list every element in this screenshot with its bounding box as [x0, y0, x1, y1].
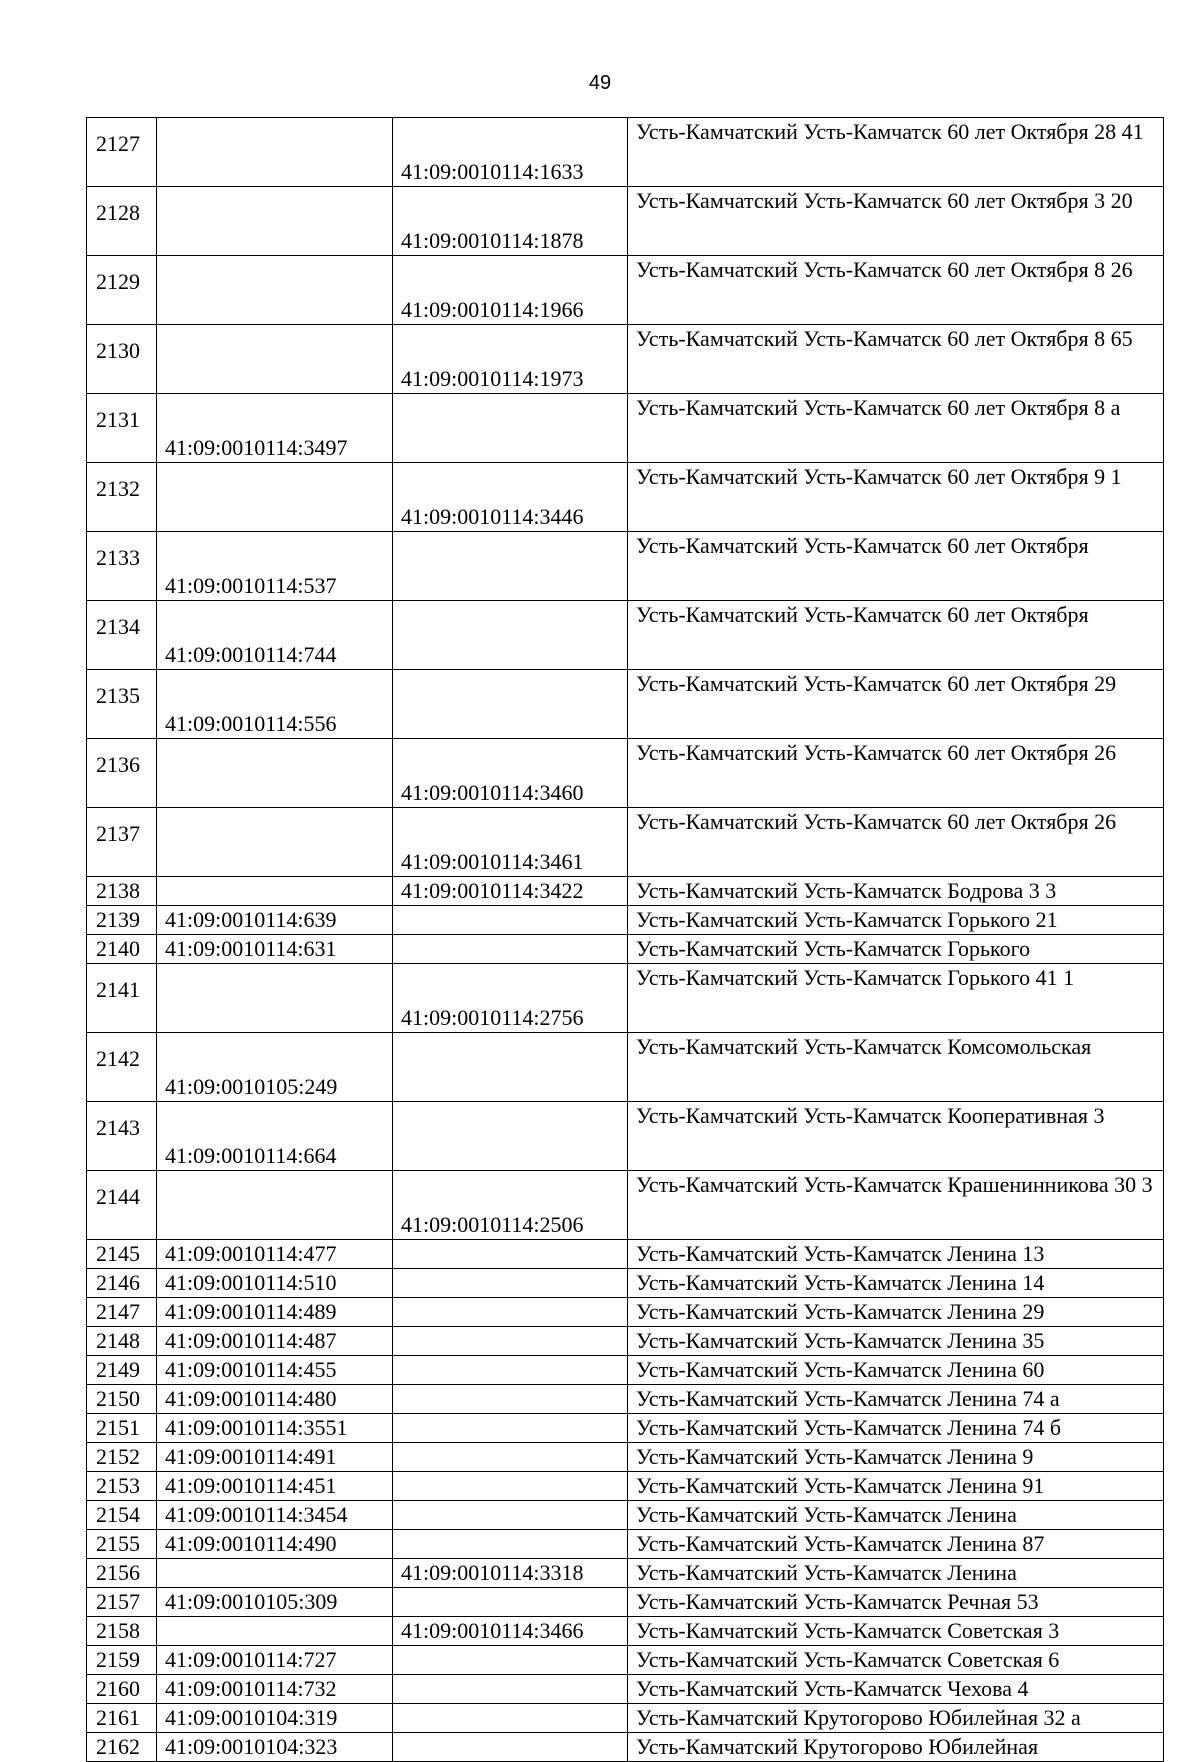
cadastral-number-cell: 41:09:0010114:3551 [157, 1414, 393, 1443]
row-number-cell: 2158 [87, 1617, 157, 1646]
cadastral-number-alt-cell [393, 1356, 628, 1385]
cadastral-number-alt-cell: 41:09:0010114:3460 [393, 739, 628, 808]
cadastral-number-alt-cell [393, 1443, 628, 1472]
cadastral-number-alt-cell [393, 1588, 628, 1617]
cadastral-number-cell: 41:09:0010114:631 [157, 935, 393, 964]
cadastral-number-alt-cell: 41:09:0010114:1973 [393, 325, 628, 394]
cadastral-number-cell: 41:09:0010114:455 [157, 1356, 393, 1385]
row-number-cell: 2153 [87, 1472, 157, 1501]
table-row [87, 670, 1164, 739]
row-number-cell: 2152 [87, 1443, 157, 1472]
cadastral-number-alt-cell [393, 670, 628, 739]
cadastral-number-cell [157, 463, 393, 532]
row-number-cell: 2146 [87, 1269, 157, 1298]
table-row [87, 187, 1164, 256]
cadastral-number-alt-cell [393, 935, 628, 964]
row-number-cell: 2130 [87, 325, 157, 394]
address-cell: Усть-Камчатский Усть-Камчатск Советская 6 [628, 1646, 1164, 1675]
cadastral-number-alt-cell [393, 1704, 628, 1733]
table-row [87, 1298, 1164, 1327]
table-row [87, 256, 1164, 325]
row-number-cell: 2136 [87, 739, 157, 808]
table-row [87, 1171, 1164, 1240]
cadastral-number-alt-cell: 41:09:0010114:1966 [393, 256, 628, 325]
table-row [87, 1269, 1164, 1298]
cadastral-number-cell: 41:09:0010114:510 [157, 1269, 393, 1298]
cadastral-number-cell: 41:09:0010114:639 [157, 906, 393, 935]
address-cell: Усть-Камчатский Усть-Камчатск 60 лет Октября 29 [628, 670, 1164, 739]
table-row [87, 1588, 1164, 1617]
row-number-cell: 2143 [87, 1102, 157, 1171]
row-number-cell: 2162 [87, 1733, 157, 1762]
table-row [87, 877, 1164, 906]
table-row [87, 1443, 1164, 1472]
cadastral-number-alt-cell [393, 1414, 628, 1443]
address-cell: Усть-Камчатский Усть-Камчатск 60 лет Октября 8 а [628, 394, 1164, 463]
table-row [87, 1501, 1164, 1530]
cadastral-number-alt-cell [393, 1298, 628, 1327]
cadastral-number-cell [157, 808, 393, 877]
cadastral-number-alt-cell [393, 1269, 628, 1298]
cadastral-number-alt-cell [393, 1501, 628, 1530]
cadastral-number-alt-cell: 41:09:0010114:3461 [393, 808, 628, 877]
row-number-cell: 2127 [87, 118, 157, 187]
address-cell: Усть-Камчатский Усть-Камчатск Ленина 74 а [628, 1385, 1164, 1414]
cadastral-number-cell [157, 964, 393, 1033]
cadastral-number-alt-cell [393, 1733, 628, 1762]
cadastral-number-cell [157, 1559, 393, 1588]
address-cell: Усть-Камчатский Усть-Камчатск Ленина 13 [628, 1240, 1164, 1269]
address-cell: Усть-Камчатский Усть-Камчатск Ленина 35 [628, 1327, 1164, 1356]
cadastral-number-cell [157, 1171, 393, 1240]
table-row [87, 1646, 1164, 1675]
address-cell: Усть-Камчатский Усть-Камчатск Советская 3 [628, 1617, 1164, 1646]
table-row [87, 964, 1164, 1033]
cadastral-number-alt-cell: 41:09:0010114:3318 [393, 1559, 628, 1588]
cadastral-number-alt-cell [393, 1472, 628, 1501]
address-cell: Усть-Камчатский Усть-Камчатск 60 лет Октября [628, 601, 1164, 670]
cadastral-number-cell: 41:09:0010114:556 [157, 670, 393, 739]
table-row [87, 1327, 1164, 1356]
table-row [87, 601, 1164, 670]
row-number-cell: 2132 [87, 463, 157, 532]
registry-table [86, 117, 1164, 1762]
row-number-cell: 2150 [87, 1385, 157, 1414]
table-row [87, 1530, 1164, 1559]
address-cell: Усть-Камчатский Усть-Камчатск 60 лет Октября 26 [628, 808, 1164, 877]
cadastral-number-alt-cell: 41:09:0010114:1633 [393, 118, 628, 187]
address-cell: Усть-Камчатский Усть-Камчатск Кооперативная 3 [628, 1102, 1164, 1171]
cadastral-number-cell: 41:09:0010114:491 [157, 1443, 393, 1472]
cadastral-number-alt-cell: 41:09:0010114:1878 [393, 187, 628, 256]
cadastral-number-cell [157, 118, 393, 187]
cadastral-number-alt-cell [393, 601, 628, 670]
address-cell: Усть-Камчатский Усть-Камчатск Чехова 4 [628, 1675, 1164, 1704]
address-cell: Усть-Камчатский Крутогорово Юбилейная [628, 1733, 1164, 1762]
row-number-cell: 2137 [87, 808, 157, 877]
cadastral-number-cell: 41:09:0010114:477 [157, 1240, 393, 1269]
cadastral-number-alt-cell: 41:09:0010114:3446 [393, 463, 628, 532]
address-cell: Усть-Камчатский Усть-Камчатск Ленина [628, 1501, 1164, 1530]
cadastral-number-alt-cell: 41:09:0010114:3422 [393, 877, 628, 906]
cadastral-number-cell: 41:09:0010114:490 [157, 1530, 393, 1559]
row-number-cell: 2155 [87, 1530, 157, 1559]
address-cell: Усть-Камчатский Усть-Камчатск 60 лет Октября 8 26 [628, 256, 1164, 325]
table-row [87, 906, 1164, 935]
address-cell: Усть-Камчатский Усть-Камчатск 60 лет Октября 8 65 [628, 325, 1164, 394]
row-number-cell: 2159 [87, 1646, 157, 1675]
cadastral-number-cell [157, 325, 393, 394]
row-number-cell: 2131 [87, 394, 157, 463]
row-number-cell: 2134 [87, 601, 157, 670]
table-row [87, 808, 1164, 877]
address-cell: Усть-Камчатский Усть-Камчатск Ленина 14 [628, 1269, 1164, 1298]
row-number-cell: 2151 [87, 1414, 157, 1443]
cadastral-number-cell: 41:09:0010114:537 [157, 532, 393, 601]
address-cell: Усть-Камчатский Усть-Камчатск Ленина 9 [628, 1443, 1164, 1472]
row-number-cell: 2148 [87, 1327, 157, 1356]
row-number-cell: 2149 [87, 1356, 157, 1385]
table-row [87, 394, 1164, 463]
cadastral-number-alt-cell [393, 1327, 628, 1356]
cadastral-number-cell: 41:09:0010114:489 [157, 1298, 393, 1327]
row-number-cell: 2144 [87, 1171, 157, 1240]
cadastral-number-alt-cell [393, 1530, 628, 1559]
cadastral-number-alt-cell [393, 1385, 628, 1414]
cadastral-number-cell: 41:09:0010114:664 [157, 1102, 393, 1171]
table-row [87, 1733, 1164, 1762]
row-number-cell: 2156 [87, 1559, 157, 1588]
address-cell: Усть-Камчатский Усть-Камчатск Ленина 29 [628, 1298, 1164, 1327]
address-cell: Усть-Камчатский Усть-Камчатск Крашенинникова 30 3 [628, 1171, 1164, 1240]
table-row [87, 935, 1164, 964]
cadastral-number-alt-cell: 41:09:0010114:3466 [393, 1617, 628, 1646]
table-row [87, 739, 1164, 808]
address-cell: Усть-Камчатский Усть-Камчатск Ленина 60 [628, 1356, 1164, 1385]
table-row [87, 1385, 1164, 1414]
table-row [87, 1704, 1164, 1733]
table-row [87, 1240, 1164, 1269]
cadastral-number-alt-cell: 41:09:0010114:2756 [393, 964, 628, 1033]
address-cell: Усть-Камчатский Усть-Камчатск Бодрова 3 3 [628, 877, 1164, 906]
table-row [87, 118, 1164, 187]
table-row [87, 1559, 1164, 1588]
address-cell: Усть-Камчатский Усть-Камчатск Горького 41 1 [628, 964, 1164, 1033]
cadastral-number-cell [157, 256, 393, 325]
row-number-cell: 2145 [87, 1240, 157, 1269]
address-cell: Усть-Камчатский Усть-Камчатск Ленина 74 б [628, 1414, 1164, 1443]
cadastral-number-alt-cell [393, 1033, 628, 1102]
row-number-cell: 2138 [87, 877, 157, 906]
cadastral-number-cell: 41:09:0010114:732 [157, 1675, 393, 1704]
table-row [87, 1102, 1164, 1171]
cadastral-number-alt-cell [393, 532, 628, 601]
cadastral-number-cell [157, 877, 393, 906]
row-number-cell: 2142 [87, 1033, 157, 1102]
cadastral-number-cell: 41:09:0010114:487 [157, 1327, 393, 1356]
address-cell: Усть-Камчатский Усть-Камчатск Комсомольская [628, 1033, 1164, 1102]
row-number-cell: 2133 [87, 532, 157, 601]
cadastral-number-cell: 41:09:0010114:727 [157, 1646, 393, 1675]
row-number-cell: 2135 [87, 670, 157, 739]
address-cell: Усть-Камчатский Усть-Камчатск Ленина [628, 1559, 1164, 1588]
cadastral-number-cell: 41:09:0010114:480 [157, 1385, 393, 1414]
cadastral-number-cell: 41:09:0010104:323 [157, 1733, 393, 1762]
cadastral-number-alt-cell [393, 1102, 628, 1171]
address-cell: Усть-Камчатский Усть-Камчатск Ленина 91 [628, 1472, 1164, 1501]
address-cell: Усть-Камчатский Усть-Камчатск Горького [628, 935, 1164, 964]
address-cell: Усть-Камчатский Усть-Камчатск 60 лет Октября 28 41 [628, 118, 1164, 187]
cadastral-number-cell: 41:09:0010114:744 [157, 601, 393, 670]
cadastral-number-alt-cell [393, 394, 628, 463]
table-row [87, 532, 1164, 601]
table-row [87, 1472, 1164, 1501]
row-number-cell: 2154 [87, 1501, 157, 1530]
row-number-cell: 2128 [87, 187, 157, 256]
table-row [87, 1033, 1164, 1102]
cadastral-number-alt-cell: 41:09:0010114:2506 [393, 1171, 628, 1240]
table-row [87, 1414, 1164, 1443]
row-number-cell: 2160 [87, 1675, 157, 1704]
row-number-cell: 2147 [87, 1298, 157, 1327]
cadastral-number-cell: 41:09:0010105:309 [157, 1588, 393, 1617]
cadastral-number-cell [157, 739, 393, 808]
page-number: 49 [588, 72, 612, 94]
cadastral-number-alt-cell [393, 1646, 628, 1675]
table-row [87, 1356, 1164, 1385]
cadastral-number-cell: 41:09:0010114:3454 [157, 1501, 393, 1530]
registry-table-body [87, 118, 1164, 1762]
address-cell: Усть-Камчатский Крутогорово Юбилейная 32 а [628, 1704, 1164, 1733]
address-cell: Усть-Камчатский Усть-Камчатск Речная 53 [628, 1588, 1164, 1617]
table-row [87, 1617, 1164, 1646]
cadastral-number-alt-cell [393, 1675, 628, 1704]
row-number-cell: 2157 [87, 1588, 157, 1617]
cadastral-number-alt-cell [393, 906, 628, 935]
table-row [87, 325, 1164, 394]
address-cell: Усть-Камчатский Усть-Камчатск 60 лет Октября 3 20 [628, 187, 1164, 256]
row-number-cell: 2141 [87, 964, 157, 1033]
address-cell: Усть-Камчатский Усть-Камчатск 60 лет Октября 26 [628, 739, 1164, 808]
row-number-cell: 2161 [87, 1704, 157, 1733]
cadastral-number-alt-cell [393, 1240, 628, 1269]
address-cell: Усть-Камчатский Усть-Камчатск Ленина 87 [628, 1530, 1164, 1559]
cadastral-number-cell [157, 1617, 393, 1646]
cadastral-number-cell: 41:09:0010105:249 [157, 1033, 393, 1102]
cadastral-number-cell: 41:09:0010114:3497 [157, 394, 393, 463]
table-row [87, 463, 1164, 532]
address-cell: Усть-Камчатский Усть-Камчатск Горького 21 [628, 906, 1164, 935]
address-cell: Усть-Камчатский Усть-Камчатск 60 лет Октября 9 1 [628, 463, 1164, 532]
cadastral-number-cell: 41:09:0010104:319 [157, 1704, 393, 1733]
table-row [87, 1675, 1164, 1704]
row-number-cell: 2129 [87, 256, 157, 325]
row-number-cell: 2139 [87, 906, 157, 935]
cadastral-number-cell: 41:09:0010114:451 [157, 1472, 393, 1501]
cadastral-number-cell [157, 187, 393, 256]
address-cell: Усть-Камчатский Усть-Камчатск 60 лет Октября [628, 532, 1164, 601]
row-number-cell: 2140 [87, 935, 157, 964]
